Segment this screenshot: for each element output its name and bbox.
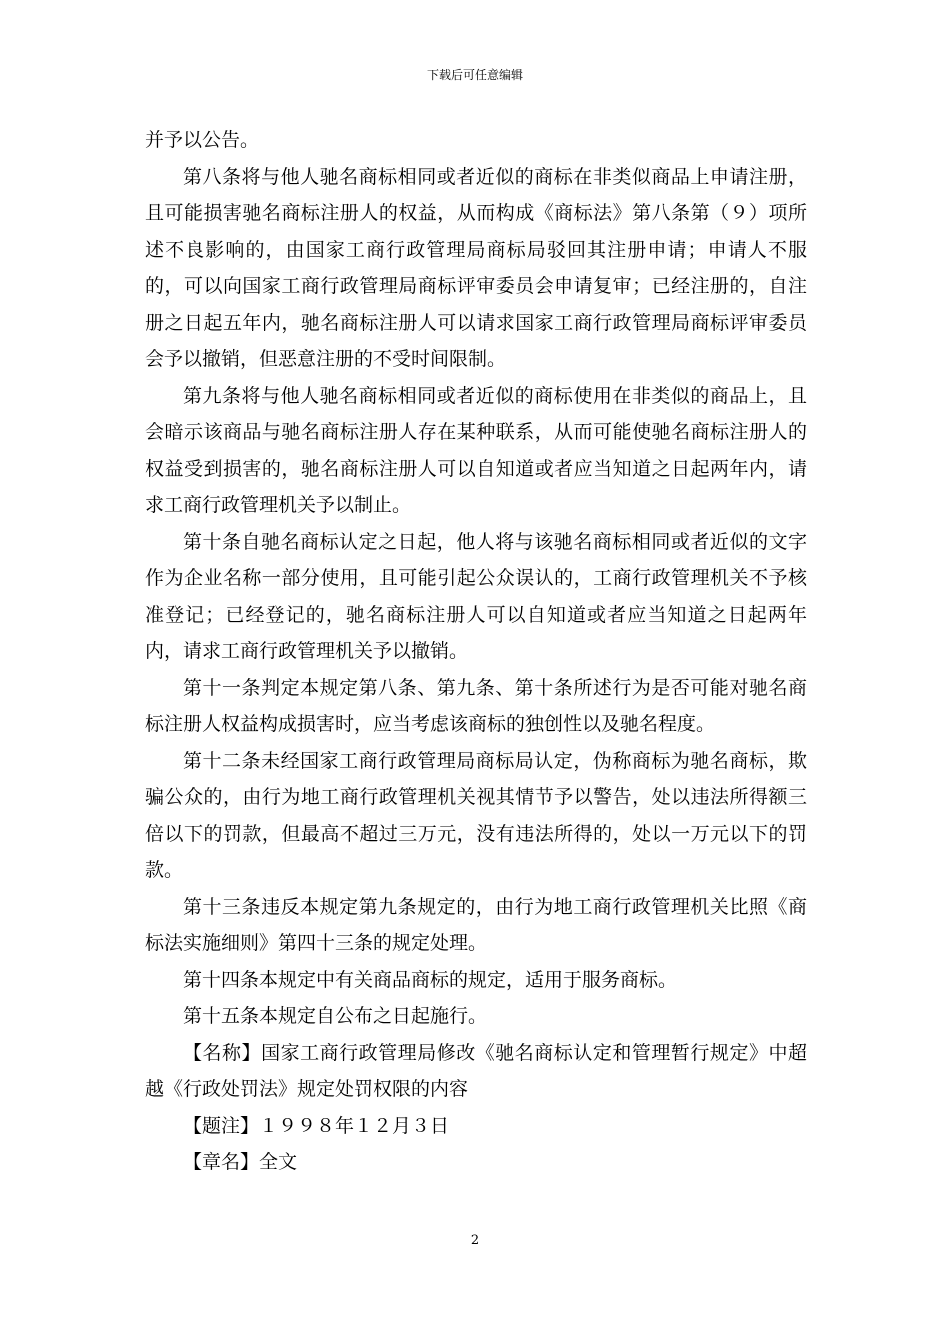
paragraph-note: 【题注】１９９８年１２月３日 — [183, 1114, 450, 1137]
paragraph-article-8: 第八条将与他人驰名商标相同或者近似的商标在非类似商品上申请注册，且可能损害驰名商标注册人的权益，从而构成《商标法》第八条第（９）项所述不良影响的，由国家工商行政管理局商标局驳回其注册申请；申请人不服的，可以向国家工商行政管理局商标评审委员会申请复审；已经注册的，自注册之日起五年内，驰名商标注册人可以请求国家工商行政管理局商标评审委员会予以撤销，但恶意注册的不受时间限制。 — [145, 165, 807, 370]
paragraph-article-11: 第十一条判定本规定第八条、第九条、第十条所述行为是否可能对驰名商标注册人权益构成损害时，应当考虑该商标的独创性以及驰名程度。 — [145, 676, 807, 735]
paragraph-chapter: 【章名】全文 — [183, 1151, 298, 1173]
paragraph-name: 【名称】国家工商行政管理局修改《驰名商标认定和管理暂行规定》中超越《行政处罚法》规定处罚权限的内容 — [145, 1041, 807, 1100]
paragraph-continuation: 并予以公告。 — [145, 129, 260, 151]
paragraph-article-14: 第十四条本规定中有关商品商标的规定，适用于服务商标。 — [183, 968, 678, 991]
document-body — [145, 122, 807, 1181]
paragraph-article-12: 第十二条未经国家工商行政管理局商标局认定，伪称商标为驰名商标，欺骗公众的，由行为地工商行政管理机关视其情节予以警告，处以违法所得额三倍以下的罚款，但最高不超过三万元，没有违法所得的，处以一万元以下的罚款。 — [145, 749, 807, 881]
paragraph-article-13: 第十三条违反本规定第九条规定的，由行为地工商行政管理机关比照《商标法实施细则》第四十三条的规定处理。 — [145, 895, 807, 954]
page-header: 下载后可任意编辑 — [426, 68, 523, 82]
paragraph-article-10: 第十条自驰名商标认定之日起，他人将与该驰名商标相同或者近似的文字作为企业名称一部分使用，且可能引起公众误认的，工商行政管理机关不予核准登记；已经登记的，驰名商标注册人可以自知道或者应当知道之日起两年内，请求工商行政管理机关予以撤销。 — [145, 530, 807, 662]
page-number: 2 — [470, 1233, 480, 1248]
paragraph-article-9: 第九条将与他人驰名商标相同或者近似的商标使用在非类似的商品上，且会暗示该商品与驰名商标注册人存在某种联系，从而可能使驰名商标注册人的权益受到损害的，驰名商标注册人可以自知道或者应当知道之日起两年内，请求工商行政管理机关予以制止。 — [145, 384, 807, 516]
paragraph-article-15: 第十五条本规定自公布之日起施行。 — [183, 1005, 488, 1027]
